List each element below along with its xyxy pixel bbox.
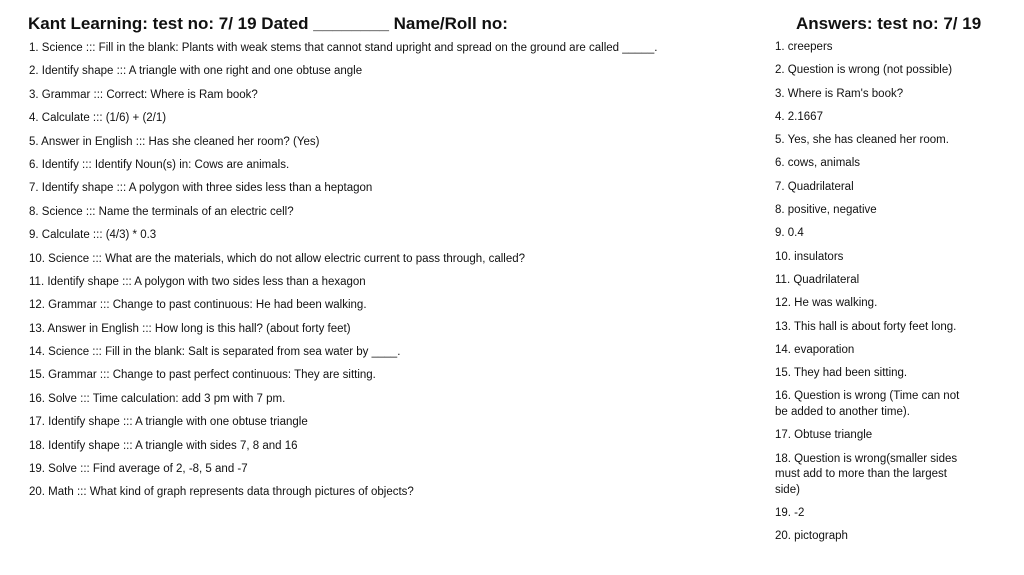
question-item: 2. Identify shape ::: A triangle with one right and one obtuse angle xyxy=(29,65,363,78)
question-item: 1. Science ::: Fill in the blank: Plants with weak stems that cannot stand upright and spread on the ground are called _____. xyxy=(29,42,658,54)
answer-item: 3. Where is Ram's book? xyxy=(775,87,904,100)
answer-item: 13. This hall is about forty feet long. xyxy=(775,320,957,333)
answer-item: 14. evaporation xyxy=(775,343,855,356)
question-item: 20. Math ::: What kind of graph represents data through pictures of objects? xyxy=(29,486,414,499)
answer-item: 20. pictograph xyxy=(775,530,848,543)
answer-item: 10. insulators xyxy=(775,250,844,263)
answer-item: 9. 0.4 xyxy=(775,227,804,240)
question-item: 15. Grammar ::: Change to past perfect continuous: They are sitting. xyxy=(29,369,376,382)
question-item: 18. Identify shape ::: A triangle with sides 7, 8 and 16 xyxy=(29,439,298,452)
answer-item: 1. creepers xyxy=(775,41,833,53)
question-item: 7. Identify shape ::: A polygon with three sides less than a heptagon xyxy=(29,182,373,195)
question-item: 6. Identify ::: Identify Noun(s) in: Cows are animals. xyxy=(29,158,290,171)
answer-item: 17. Obtuse triangle xyxy=(775,429,873,442)
answer-item: 6. cows, animals xyxy=(775,157,861,170)
question-item: 17. Identify shape ::: A triangle with one obtuse triangle xyxy=(29,416,308,429)
question-item: 16. Solve ::: Time calculation: add 3 pm with 7 pm. xyxy=(29,392,286,405)
question-item: 9. Calculate ::: (4/3) * 0.3 xyxy=(29,229,157,242)
question-list xyxy=(29,40,759,508)
question-item: 4. Calculate ::: (1/6) + (2/1) xyxy=(29,112,167,125)
question-item: 8. Science ::: Name the terminals of an electric cell? xyxy=(29,205,294,218)
answer-item: 5. Yes, she has cleaned her room. xyxy=(775,134,949,147)
answer-item: 15. They had been sitting. xyxy=(775,367,908,380)
question-item: 19. Solve ::: Find average of 2, -8, 5 and -7 xyxy=(29,463,248,476)
answer-item: 16. Question is wrong (Time can not be added to another time). xyxy=(775,390,960,418)
answer-item: 2. Question is wrong (not possible) xyxy=(775,64,953,77)
test-title: Kant Learning: test no: 7/ 19 Dated ________ Name/Roll no: xyxy=(28,14,508,33)
question-item: 10. Science ::: What are the materials, which do not allow electric current to pass through, called? xyxy=(29,252,526,265)
answers-title: Answers: test no: 7/ 19 xyxy=(796,14,982,33)
answer-list xyxy=(775,40,975,552)
question-item: 11. Identify shape ::: A polygon with two sides less than a hexagon xyxy=(29,275,366,288)
answer-item: 19. -2 xyxy=(775,506,805,519)
question-item: 5. Answer in English ::: Has she cleaned her room? (Yes) xyxy=(29,135,320,148)
answer-item: 18. Question is wrong(smaller sides must add to more than the largest side) xyxy=(775,452,958,496)
answer-item: 11. Quadrilateral xyxy=(775,273,860,286)
question-item: 14. Science ::: Fill in the blank: Salt is separated from sea water by ____. xyxy=(29,346,401,359)
question-item: 3. Grammar ::: Correct: Where is Ram book? xyxy=(29,88,258,101)
answer-item: 4. 2.1667 xyxy=(775,110,823,123)
answer-item: 7. Quadrilateral xyxy=(775,180,854,193)
question-item: 12. Grammar ::: Change to past continuous: He had been walking. xyxy=(29,299,367,312)
question-item: 13. Answer in English ::: How long is this hall? (about forty feet) xyxy=(29,322,351,335)
answer-item: 12. He was walking. xyxy=(775,297,878,310)
answer-item: 8. positive, negative xyxy=(775,204,877,217)
